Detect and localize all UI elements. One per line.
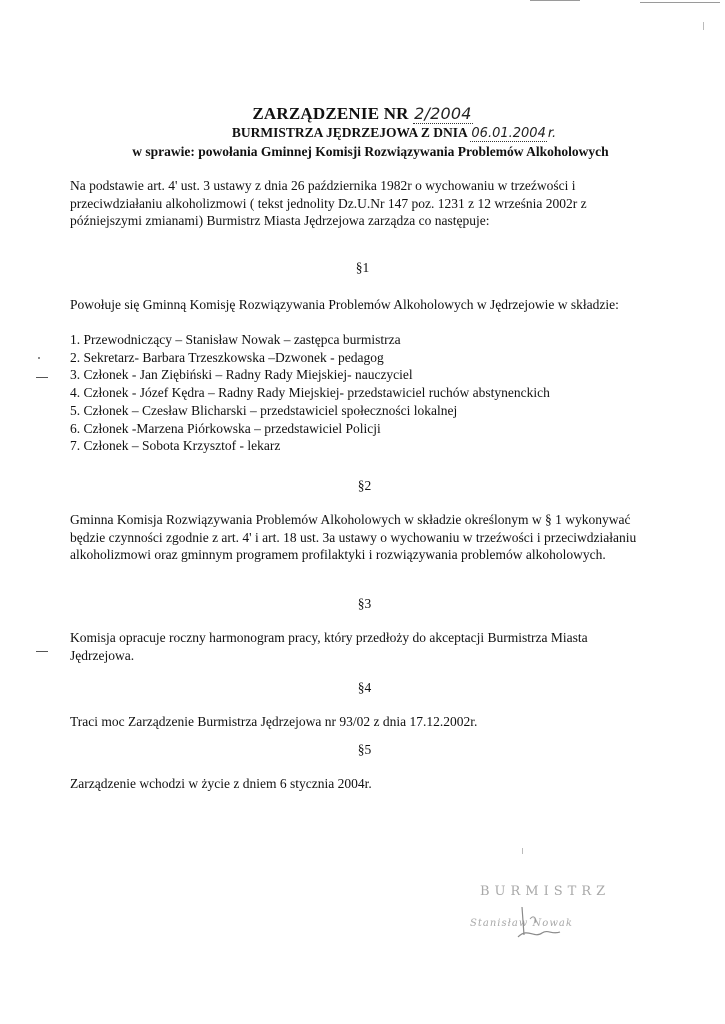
section-4-mark: §4 — [357, 680, 372, 695]
margin-mark — [36, 651, 48, 652]
section-1-mark: §1 — [355, 260, 370, 275]
scan-mark — [522, 848, 523, 854]
scan-edge-line — [530, 0, 580, 1]
section-2-mark: §2 — [357, 478, 372, 493]
list-item: 1. Przewodniczący – Stanisław Nowak – zastępca burmistrza — [70, 332, 401, 347]
scan-mark — [703, 22, 704, 30]
list-item: 6. Członek -Marzena Piórkowska – przedstawiciel Policji — [70, 420, 381, 436]
handwritten-signature — [500, 905, 570, 945]
handwritten-date: 06.01.2004 — [471, 126, 546, 141]
document-authority — [32, 125, 725, 141]
list-item: 2. Sekretarz- Barbara Trzeszkowska –Dzwonek - pedagog — [70, 349, 384, 365]
list-item: 7. Członek – Sobota Krzysztof - lekarz — [70, 438, 281, 454]
section-2-text: Gminna Komisja Rozwiązywania Problemów Alkoholowych w składzie określonym w § 1 wykonywać będzie czynności zgodnie z art. 4' i art. 18 ust. 3a ustawy o wychowaniu w trzeźwości i przeciwdziałaniu alkoholizmowi oraz gminnym programem profilaktyki i rozwiązywania problemów alkoholowych. — [70, 512, 637, 562]
stamp-name: Stanisław Nowak — [470, 918, 573, 929]
authority-prefix: BURMISTRZA JĘDRZEJOWA Z DNIA — [231, 125, 468, 140]
margin-mark — [36, 377, 48, 378]
section-1-text: Powołuje się Gminną Komisję Rozwiązywania Problemów Alkoholowych w Jędrzejowie w składzie: — [70, 297, 619, 312]
list-item: 5. Członek – Czesław Blicharski – przedstawiciel społeczności lokalnej — [70, 402, 458, 418]
section-4-text: Traci moc Zarządzenie Burmistrza Jędrzejowa nr 93/02 z dnia 17.12.2002r. — [70, 714, 478, 729]
commission-member-list — [70, 331, 550, 455]
legal-basis-paragraph: Na podstawie art. 4' ust. 3 ustawy z dnia 26 października 1982r o wychowaniu w trzeźwości i przeciwdziałaniu alkoholizmowi ( tekst jednolity Dz.U.Nr 147 poz. 1231 z 12 września 2002r z późniejszymi zmianami) Burmistrz Miasta Jędrzejowa zarządza co następuje: — [70, 178, 587, 228]
list-item: 3. Członek - Jan Ziębiński – Radny Rady Miejskiej- nauczyciel — [70, 367, 413, 383]
margin-mark — [38, 357, 40, 359]
section-3-mark: §3 — [357, 596, 372, 611]
section-5-text: Zarządzenie wchodzi w życie z dniem 6 stycznia 2004r. — [70, 776, 372, 791]
list-item: 4. Członek - Józef Kędra – Radny Rady Miejskiej- przedstawiciel ruchów abstynenckich — [70, 385, 550, 401]
section-5-mark: §5 — [357, 742, 372, 757]
title-prefix: ZARZĄDZENIE NR — [252, 104, 409, 123]
date-suffix: r. — [547, 126, 557, 141]
document-title — [0, 104, 725, 124]
handwritten-number: 2/2004 — [414, 104, 472, 123]
document-subject: w sprawie: powołania Gminnej Komisji Rozwiązywania Problemów Alkoholowych — [132, 144, 609, 159]
stamp-title: BURMISTRZ — [480, 884, 611, 899]
section-3-text: Komisja opracuje roczny harmonogram pracy, który przedłoży do akceptacji Burmistrza Miasta Jędrzejowa. — [70, 630, 588, 663]
scan-edge-line — [640, 2, 720, 3]
